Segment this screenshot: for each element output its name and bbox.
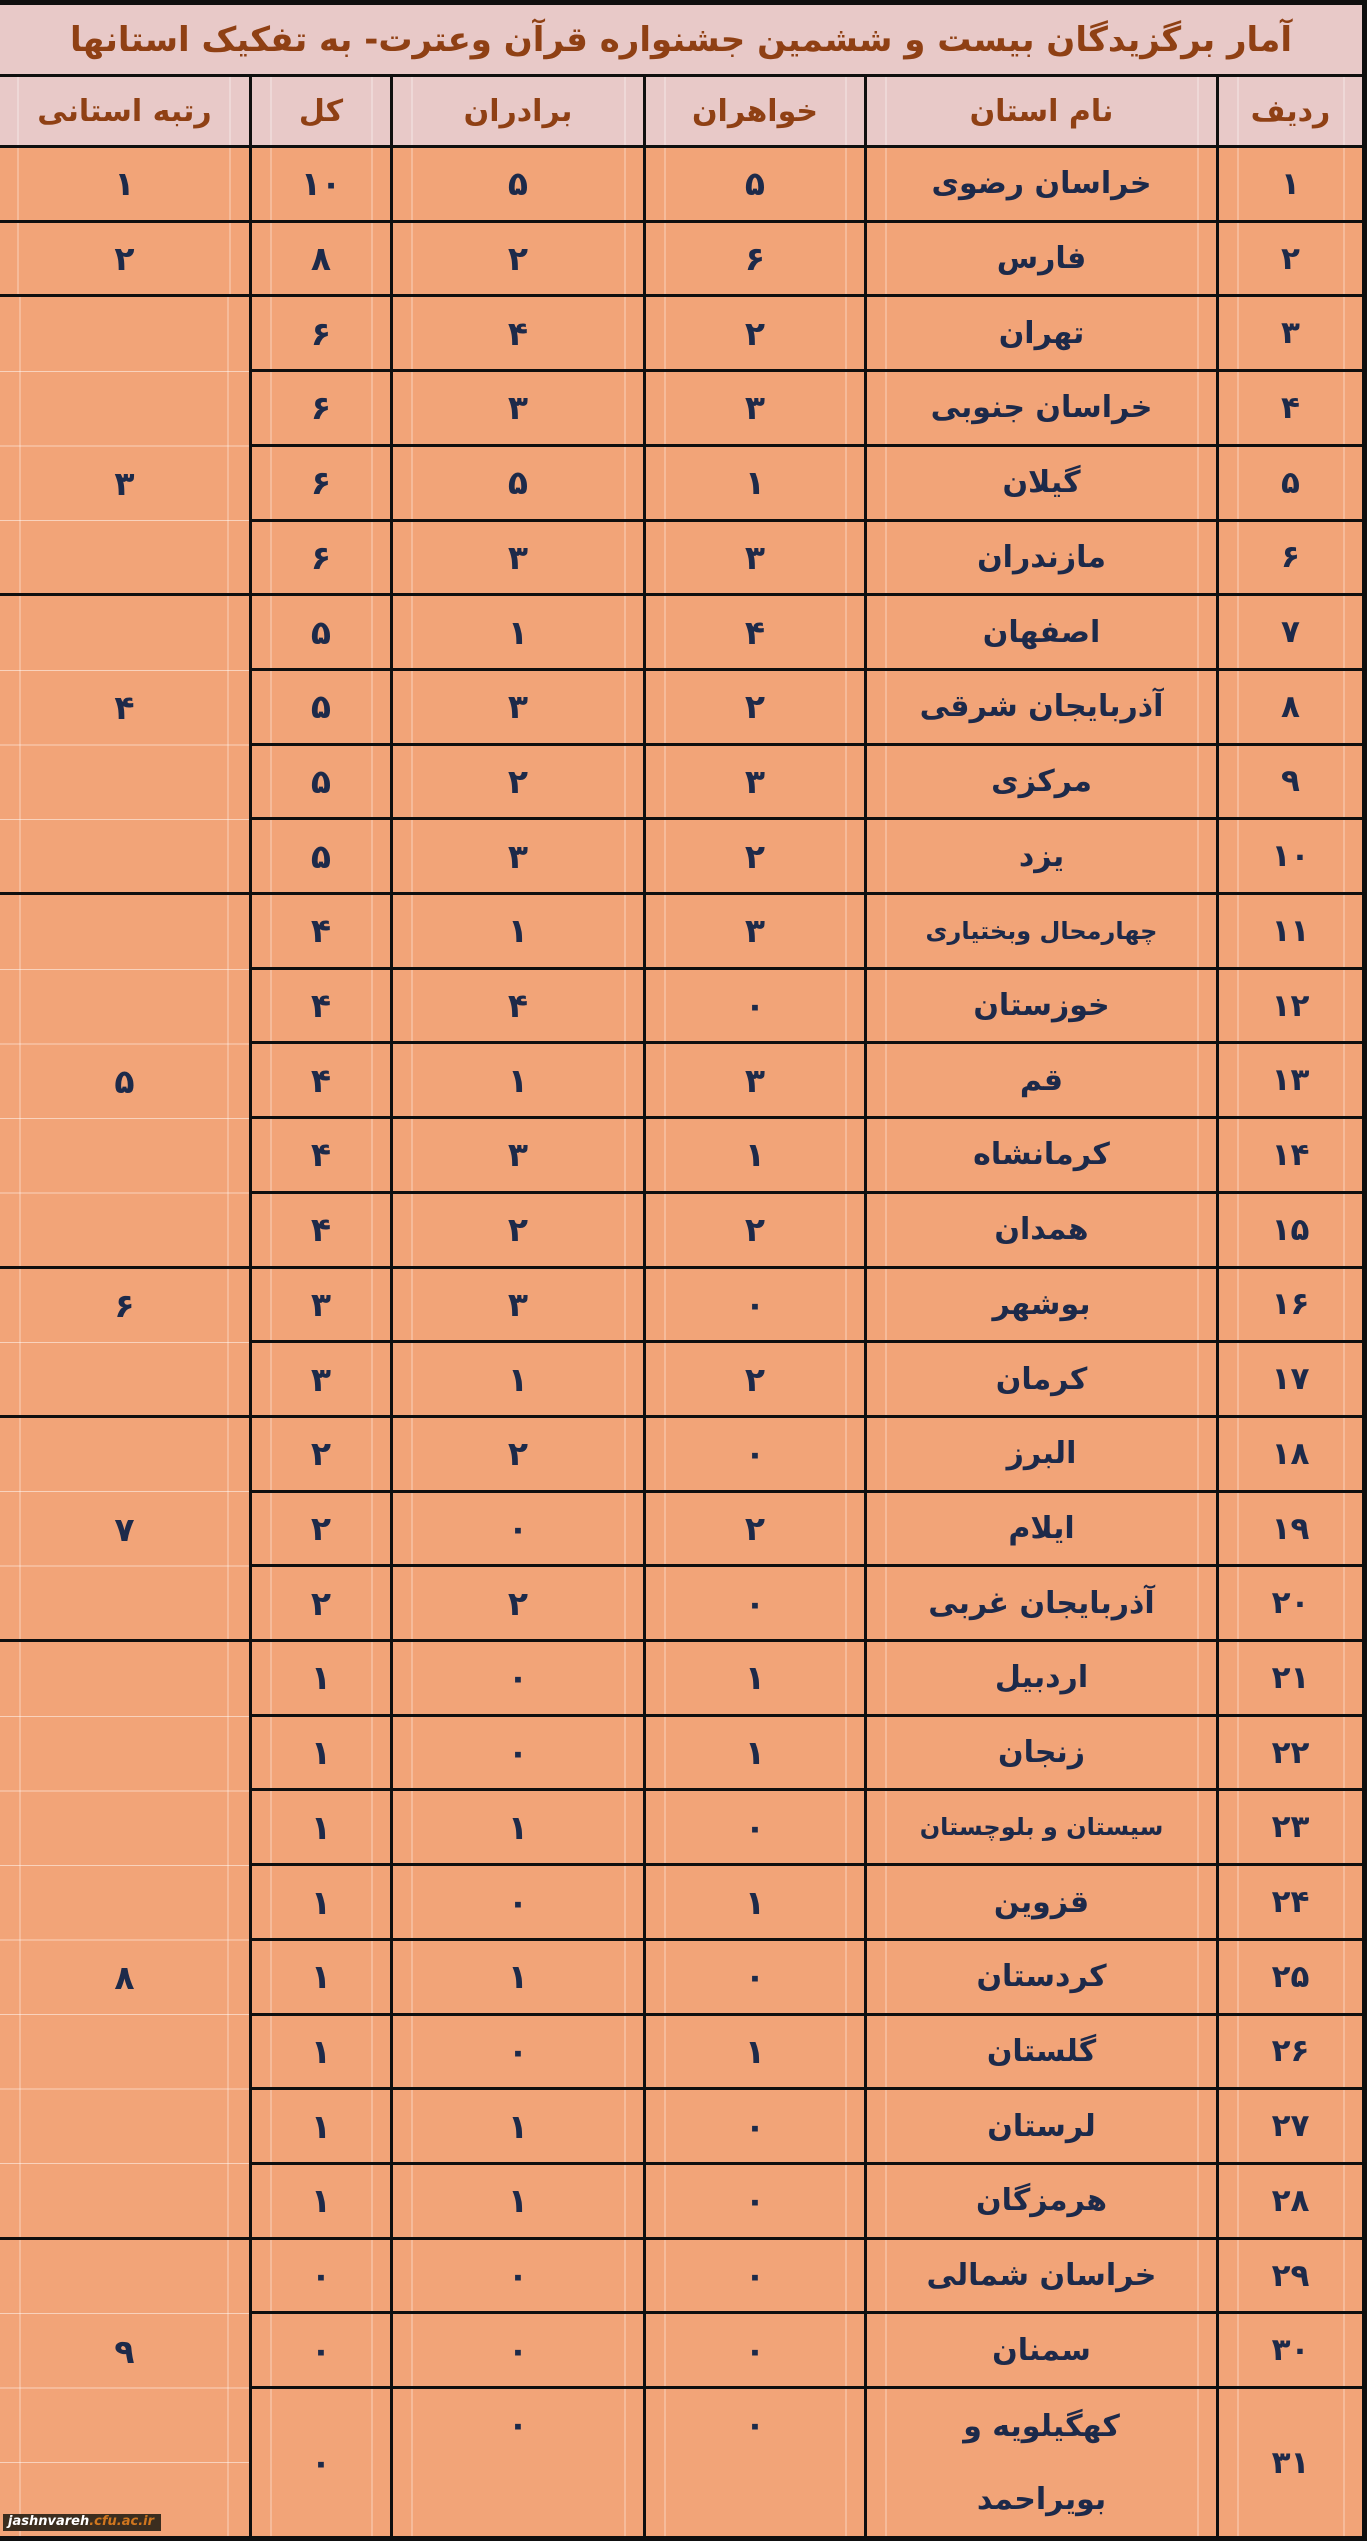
cell-sisters-count: ۳	[645, 1043, 866, 1118]
rank-value: ۷	[114, 1510, 135, 1550]
cell-province-name: گلستان	[866, 2014, 1218, 2089]
cell-sisters-count: ۱	[645, 1865, 866, 1940]
table-row	[0, 1267, 1365, 1342]
col-header-row-number: ردیف	[1218, 76, 1365, 147]
cell-province-name: سیستان و بلوچستان	[866, 1790, 1218, 1865]
cell-province-rank	[0, 595, 251, 894]
cell-sisters-count: ۱	[645, 1715, 866, 1790]
cell-province-name: مرکزی	[866, 744, 1218, 819]
cell-total-count: ۰	[251, 2238, 392, 2313]
cell-brothers-count: ۳	[392, 1118, 645, 1193]
cell-province-rank	[0, 221, 251, 296]
cell-row-number: ۳۱	[1218, 2388, 1365, 2539]
cell-brothers-count: ۰	[392, 1865, 645, 1940]
cell-row-number: ۲۲	[1218, 1715, 1365, 1790]
rank-value: ۴	[114, 688, 135, 728]
cell-total-count: ۳	[251, 1342, 392, 1417]
cell-sisters-count: ۰	[645, 2238, 866, 2313]
cell-total-count: ۵	[251, 744, 392, 819]
cell-province-rank	[0, 296, 251, 595]
cell-sisters-count: ۰	[645, 2388, 866, 2539]
cell-row-number: ۹	[1218, 744, 1365, 819]
cell-row-number: ۱۵	[1218, 1192, 1365, 1267]
cell-row-number: ۶	[1218, 520, 1365, 595]
cell-province-rank	[0, 1416, 251, 1640]
cell-brothers-count: ۰	[392, 1715, 645, 1790]
cell-row-number: ۱۰	[1218, 819, 1365, 894]
cell-sisters-count: ۰	[645, 1267, 866, 1342]
cell-brothers-count: ۲	[392, 1192, 645, 1267]
cell-total-count: ۱	[251, 2014, 392, 2089]
cell-sisters-count: ۱	[645, 445, 866, 520]
cell-sisters-count: ۰	[645, 2089, 866, 2164]
table-row	[0, 894, 1365, 969]
cell-sisters-count: ۰	[645, 1566, 866, 1641]
cell-row-number: ۴	[1218, 371, 1365, 446]
cell-brothers-count: ۴	[392, 296, 645, 371]
table-body	[0, 147, 1365, 2539]
cell-row-number: ۳۰	[1218, 2313, 1365, 2388]
cell-province-rank	[0, 147, 251, 222]
cell-sisters-count: ۱	[645, 2014, 866, 2089]
cell-brothers-count: ۱	[392, 1342, 645, 1417]
cell-sisters-count: ۶	[645, 221, 866, 296]
cell-total-count: ۱	[251, 1865, 392, 1940]
cell-total-count: ۱۰	[251, 147, 392, 222]
cell-total-count: ۴	[251, 1043, 392, 1118]
cell-brothers-count: ۳	[392, 669, 645, 744]
cell-row-number: ۵	[1218, 445, 1365, 520]
cell-province-rank	[0, 894, 251, 1268]
cell-row-number: ۱	[1218, 147, 1365, 222]
cell-row-number: ۸	[1218, 669, 1365, 744]
cell-brothers-count: ۲	[392, 221, 645, 296]
rank-value: ۶	[114, 1286, 135, 1326]
cell-sisters-count: ۰	[645, 1790, 866, 1865]
cell-sisters-count: ۳	[645, 371, 866, 446]
cell-total-count: ۸	[251, 221, 392, 296]
cell-province-name: چهارمحال وبختیاری	[866, 894, 1218, 969]
cell-province-name: تهران	[866, 296, 1218, 371]
cell-row-number: ۳	[1218, 296, 1365, 371]
cell-sisters-count: ۲	[645, 1342, 866, 1417]
cell-total-count: ۲	[251, 1566, 392, 1641]
cell-total-count: ۴	[251, 1192, 392, 1267]
cell-province-name: خراسان رضوی	[866, 147, 1218, 222]
cell-row-number: ۱۳	[1218, 1043, 1365, 1118]
cell-row-number: ۱۶	[1218, 1267, 1365, 1342]
cell-sisters-count: ۰	[645, 2313, 866, 2388]
table-row	[0, 221, 1365, 296]
table-row	[0, 1416, 1365, 1491]
col-header-sisters: خواهران	[645, 76, 866, 147]
cell-total-count: ۱	[251, 1641, 392, 1716]
cell-province-name: بوشهر	[866, 1267, 1218, 1342]
cell-province-rank	[0, 1641, 251, 2239]
cell-province-name: اصفهان	[866, 595, 1218, 670]
cell-row-number: ۱۱	[1218, 894, 1365, 969]
cell-brothers-count: ۱	[392, 894, 645, 969]
cell-row-number: ۲۰	[1218, 1566, 1365, 1641]
cell-row-number: ۱۲	[1218, 968, 1365, 1043]
cell-sisters-count: ۰	[645, 1939, 866, 2014]
cell-province-name: خراسان شمالی	[866, 2238, 1218, 2313]
cell-province-name: زنجان	[866, 1715, 1218, 1790]
cell-total-count: ۳	[251, 1267, 392, 1342]
cell-sisters-count: ۰	[645, 968, 866, 1043]
col-header-province: نام استان	[866, 76, 1218, 147]
cell-total-count: ۰	[251, 2388, 392, 2539]
cell-brothers-count: ۱	[392, 2089, 645, 2164]
cell-row-number: ۲	[1218, 221, 1365, 296]
cell-row-number: ۲۶	[1218, 2014, 1365, 2089]
cell-sisters-count: ۵	[645, 147, 866, 222]
cell-row-number: ۲۵	[1218, 1939, 1365, 2014]
cell-sisters-count: ۳	[645, 744, 866, 819]
cell-row-number: ۷	[1218, 595, 1365, 670]
cell-brothers-count: ۵	[392, 445, 645, 520]
cell-total-count: ۱	[251, 1715, 392, 1790]
cell-province-rank	[0, 2238, 251, 2538]
cell-total-count: ۴	[251, 894, 392, 969]
cell-province-name: همدان	[866, 1192, 1218, 1267]
cell-province-name: یزد	[866, 819, 1218, 894]
cell-row-number: ۲۸	[1218, 2163, 1365, 2238]
cell-total-count: ۱	[251, 1939, 392, 2014]
cell-sisters-count: ۳	[645, 894, 866, 969]
cell-province-name: کرمانشاه	[866, 1118, 1218, 1193]
watermark-domain: .cfu.ac.ir	[89, 2514, 154, 2529]
cell-brothers-count: ۲	[392, 1416, 645, 1491]
cell-sisters-count: ۲	[645, 296, 866, 371]
table-row	[0, 1641, 1365, 1716]
table-row	[0, 147, 1365, 222]
table-row	[0, 2238, 1365, 2313]
table-row	[0, 595, 1365, 670]
cell-province-name: سمنان	[866, 2313, 1218, 2388]
header-row	[0, 76, 1365, 147]
cell-brothers-count: ۴	[392, 968, 645, 1043]
cell-total-count: ۲	[251, 1416, 392, 1491]
cell-brothers-count: ۰	[392, 2313, 645, 2388]
cell-province-name: آذربایجان شرقی	[866, 669, 1218, 744]
cell-row-number: ۲۷	[1218, 2089, 1365, 2164]
cell-total-count: ۵	[251, 819, 392, 894]
cell-total-count: ۱	[251, 2089, 392, 2164]
cell-row-number: ۲۱	[1218, 1641, 1365, 1716]
col-header-brothers: برادران	[392, 76, 645, 147]
cell-province-name: لرستان	[866, 2089, 1218, 2164]
cell-sisters-count: ۲	[645, 819, 866, 894]
cell-total-count: ۰	[251, 2313, 392, 2388]
cell-brothers-count: ۱	[392, 1790, 645, 1865]
cell-total-count: ۲	[251, 1491, 392, 1566]
col-header-total: کل	[251, 76, 392, 147]
cell-province-name: مازندران	[866, 520, 1218, 595]
cell-row-number: ۲۹	[1218, 2238, 1365, 2313]
cell-sisters-count: ۲	[645, 1192, 866, 1267]
cell-province-name: قزوین	[866, 1865, 1218, 1940]
col-header-rank: رتبه استانی	[0, 76, 251, 147]
cell-row-number: ۱۴	[1218, 1118, 1365, 1193]
cell-province-name: فارس	[866, 221, 1218, 296]
cell-brothers-count: ۳	[392, 520, 645, 595]
watermark	[3, 2514, 161, 2531]
cell-total-count: ۴	[251, 1118, 392, 1193]
cell-province-name: هرمزگان	[866, 2163, 1218, 2238]
cell-total-count: ۴	[251, 968, 392, 1043]
rank-value: ۸	[114, 1957, 135, 1997]
cell-brothers-count: ۲	[392, 744, 645, 819]
cell-province-name: اردبیل	[866, 1641, 1218, 1716]
cell-province-rank	[0, 1267, 251, 1416]
rank-value: ۹	[114, 2331, 135, 2371]
cell-brothers-count: ۱	[392, 1043, 645, 1118]
title-row	[0, 3, 1365, 76]
cell-row-number: ۱۷	[1218, 1342, 1365, 1417]
cell-province-name: ایلام	[866, 1491, 1218, 1566]
cell-brothers-count: ۰	[392, 2014, 645, 2089]
cell-total-count: ۱	[251, 1790, 392, 1865]
table-row	[0, 296, 1365, 371]
cell-row-number: ۱۹	[1218, 1491, 1365, 1566]
cell-province-name: خوزستان	[866, 968, 1218, 1043]
table-title: آمار برگزیدگان بیست و ششمین جشنواره قرآن وعترت- به تفکیک استانها	[0, 3, 1365, 76]
cell-brothers-count: ۳	[392, 819, 645, 894]
cell-sisters-count: ۳	[645, 520, 866, 595]
cell-sisters-count: ۰	[645, 1416, 866, 1491]
cell-row-number: ۱۸	[1218, 1416, 1365, 1491]
cell-province-name: کردستان	[866, 1939, 1218, 2014]
cell-total-count: ۶	[251, 520, 392, 595]
cell-brothers-count: ۲	[392, 1566, 645, 1641]
rank-value: ۲	[114, 239, 135, 279]
cell-total-count: ۶	[251, 371, 392, 446]
rank-value: ۱	[114, 164, 135, 204]
cell-total-count: ۶	[251, 445, 392, 520]
cell-total-count: ۵	[251, 595, 392, 670]
cell-province-name: آذربایجان غربی	[866, 1566, 1218, 1641]
cell-brothers-count: ۱	[392, 595, 645, 670]
cell-total-count: ۵	[251, 669, 392, 744]
cell-brothers-count: ۰	[392, 1641, 645, 1716]
cell-province-name: کرمان	[866, 1342, 1218, 1417]
cell-brothers-count: ۰	[392, 1491, 645, 1566]
cell-total-count: ۶	[251, 296, 392, 371]
cell-brothers-count: ۱	[392, 1939, 645, 2014]
cell-brothers-count: ۳	[392, 371, 645, 446]
cell-province-name: البرز	[866, 1416, 1218, 1491]
cell-sisters-count: ۲	[645, 669, 866, 744]
cell-province-name: قم	[866, 1043, 1218, 1118]
cell-row-number: ۲۴	[1218, 1865, 1365, 1940]
cell-sisters-count: ۰	[645, 2163, 866, 2238]
cell-province-name: کهگیلویه و بویراحمد	[866, 2388, 1218, 2539]
cell-brothers-count: ۰	[392, 2388, 645, 2539]
cell-brothers-count: ۰	[392, 2238, 645, 2313]
cell-row-number: ۲۳	[1218, 1790, 1365, 1865]
rank-value: ۳	[114, 464, 135, 504]
cell-sisters-count: ۱	[645, 1118, 866, 1193]
cell-brothers-count: ۱	[392, 2163, 645, 2238]
cell-province-name: گیلان	[866, 445, 1218, 520]
cell-province-name: خراسان جنوبی	[866, 371, 1218, 446]
cell-sisters-count: ۴	[645, 595, 866, 670]
cell-sisters-count: ۲	[645, 1491, 866, 1566]
cell-brothers-count: ۵	[392, 147, 645, 222]
rank-value: ۵	[114, 1061, 135, 1101]
cell-brothers-count: ۳	[392, 1267, 645, 1342]
cell-sisters-count: ۱	[645, 1641, 866, 1716]
cell-total-count: ۱	[251, 2163, 392, 2238]
watermark-site: jashnvareh	[8, 2514, 90, 2529]
